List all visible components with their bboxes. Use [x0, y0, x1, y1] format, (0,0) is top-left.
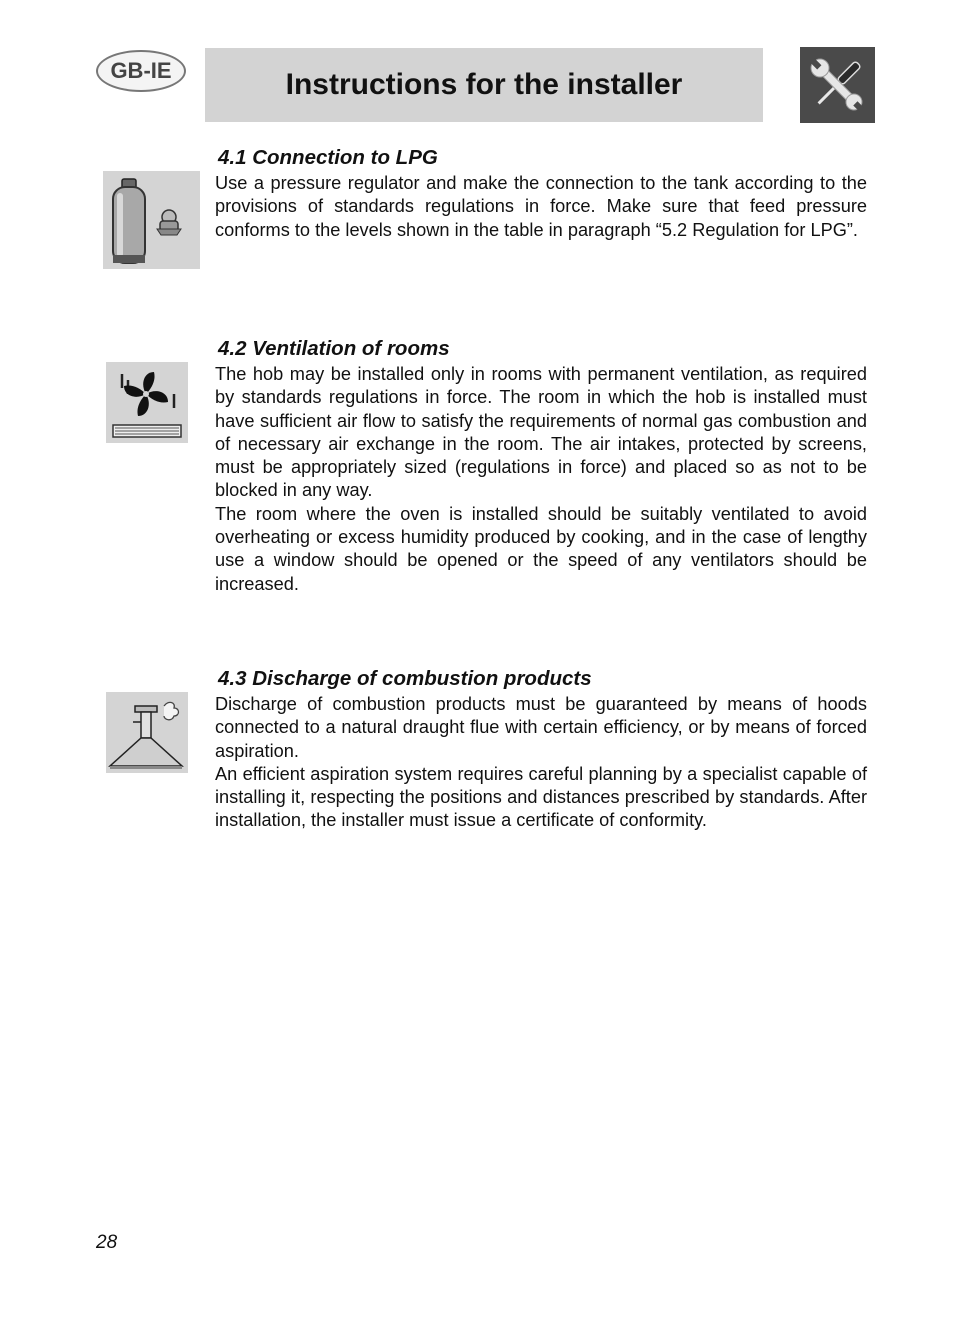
paragraph: Use a pressure regulator and make the connection to the tank according to the provisions of standards regulations in force. Make sure that feed pressure conforms to the levels shown in the table in paragraph “5.2 Regulation for LPG”.: [215, 173, 867, 240]
paragraph: The hob may be installed only in rooms with permanent ventilation, as required by standards regulations in force. The room in which the hob is installed must have sufficient air flow to satisfy the requirements of normal gas combustion and of necessary air exchange in the room. The air intakes, protected by screens, must be appropriately sized (regulations in force) and placed so as not to be blocked in any way.: [215, 364, 867, 501]
ventilation-fan-icon: [106, 362, 188, 443]
paragraph: Discharge of combustion products must be guaranteed by means of hoods connected to a natural draught flue with certain efficiency, or by means of forced aspiration.: [215, 694, 867, 761]
section-body-discharge: [215, 693, 867, 833]
section-heading-ventilation: 4.2 Ventilation of rooms: [218, 337, 450, 360]
section-heading-lpg: 4.1 Connection to LPG: [218, 146, 438, 169]
language-code: GB-IE: [110, 58, 172, 83]
section-heading-discharge: 4.3 Discharge of combustion products: [218, 667, 592, 690]
paragraph: An efficient aspiration system requires careful planning by a specialist capable of installing it, respecting the positions and distances prescribed by standards. After installation, the installer must issue a certificate of conformity.: [215, 763, 867, 831]
page-number: 28: [96, 1232, 118, 1253]
page-title: Instructions for the installer: [285, 68, 683, 101]
section-body-lpg: [215, 172, 867, 242]
section-body-ventilation: [215, 363, 867, 596]
language-badge: [96, 50, 186, 92]
extractor-hood-icon: [106, 692, 188, 773]
gas-cylinder-icon: [103, 171, 200, 269]
paragraph: The room where the oven is installed should be suitably ventilated to avoid overheating or excess humidity produced by cooking, and in the case of lengthy use a window should be opened or the speed of any ventilators should be increased.: [215, 503, 867, 594]
wrench-screwdriver-icon: [800, 47, 875, 123]
page-title-bar: [205, 48, 763, 122]
